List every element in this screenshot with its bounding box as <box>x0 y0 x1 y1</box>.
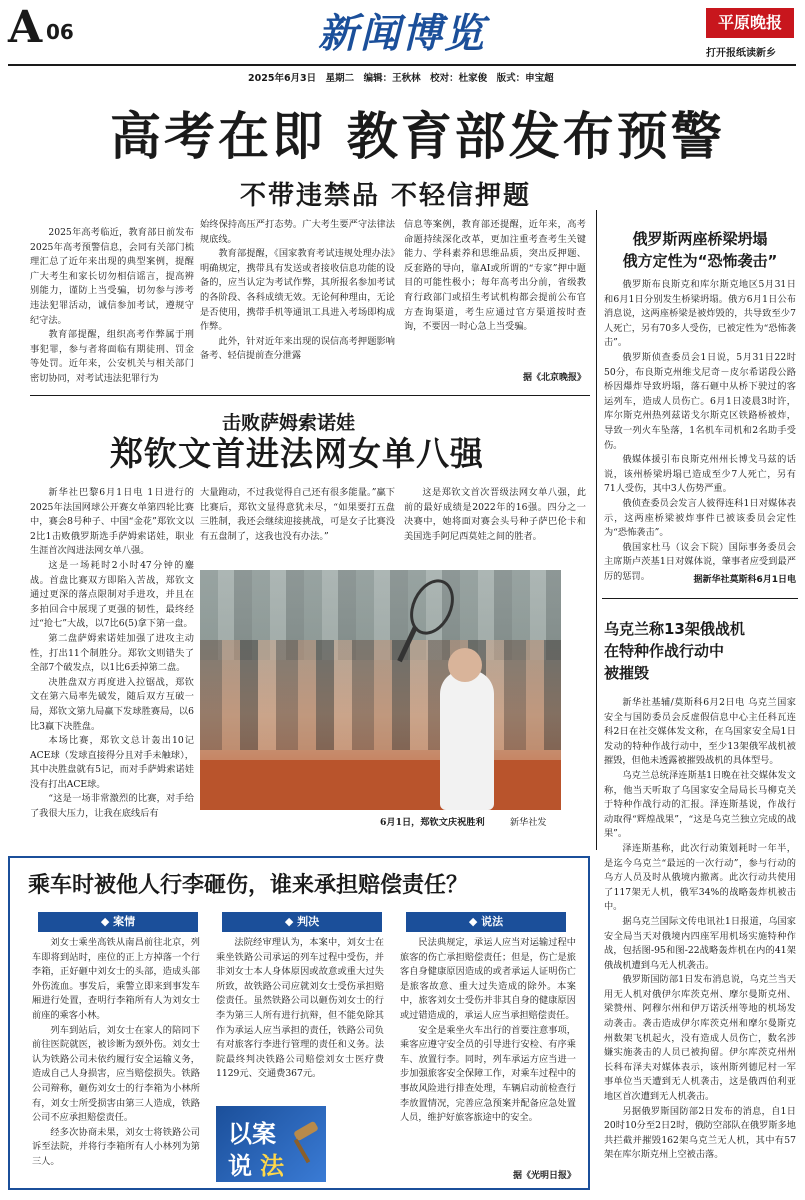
article3-title: 俄罗斯两座桥梁坍塌 俄方定性为“恐怖袭击” <box>622 230 778 270</box>
legal-case-box <box>8 856 590 1190</box>
section-title: 新闻博览 <box>318 11 486 57</box>
header-rule <box>8 64 796 66</box>
tennis-photo <box>200 570 561 810</box>
article3-source: 据新华社莫斯科6月1日电 <box>693 575 796 585</box>
legal-sec1: 刘女士乘坐高铁从南昌前往北京，列车即将到站时，座位的正上方掉落一个行李箱，正好砸中刘女士的头部，造成头部外伤流血。事发后，乘警立即来到事发车厢进行处置，查明行李箱所有人为刘女士前座的乘客小林。 列车到站后，刘女士在家人的陪同下前往医院就医，被诊断为颈外伤。刘女士认为铁路公司未依约履行安全运输义务，造成自己人身损害，应当赔偿损失。铁路公司辩称，砸伤刘女士的行李箱为小林所有，刘女士所受损害由第三人造成，铁路公司不应承担赔偿责任。 经多次协商未果，刘女士将铁路公司诉至法院，并将行李箱所有人小林列为第三人。 <box>32 937 200 1167</box>
article2-col2: 大量跑动，不过我觉得自己还有很多能量。”赢下比赛后，郑钦文显得意犹未尽，“如果要打五盘三胜制，我还会继续迎接挑战，可是女子比赛没有五盘制了，这我也没有办法。” <box>200 487 395 542</box>
case-law-badge: 以案 说 法 <box>216 1106 326 1182</box>
article3-bottom-rule <box>602 598 798 599</box>
article1-title: 高考在即 教育部发布预警 <box>110 108 725 167</box>
dateline: 2025年6月3日 星期二 编辑：王秋林 校对：杜家俊 版式：申宝超 <box>248 73 554 84</box>
article5-source: 据《光明日报》 <box>512 1171 576 1181</box>
article3-body: 俄罗斯布良斯克和库尔斯克地区5月31日和6月1日分别发生桥梁坍塌。俄方6月1日公布消息说，这两座桥梁是被炸毁的，共导致至少7人死亡，另有70多人受伤，已被定性为“恐怖袭击”。 俄罗斯侦查委员会1日说，5月31日22时50分，布良斯克州维戈尼奇－皮尔希诺段公路桥因爆炸导致坍塌，落石砸中从桥下驶过的客运列车，造成人员伤亡。6月1日凌晨3时许，库尔斯克州热列兹诺戈尔斯克区铁路桥被炸，导致一列火车坠落，1名机车司机和2名助手受伤。 俄媒体援引布良斯克州州长博戈马兹的话说，该州桥梁坍塌已造成至少7人死亡，另有71人受伤，其中3人伤势严重。 俄侦查委员会发言人彼得连科1日对媒体表示，这两座桥梁被炸事件已被该委员会定性为“恐怖袭击”。 俄国家杜马（议会下院）国际事务委员会主席斯卢茨基1日对媒体说，肇事者应受到最严厉的惩罚。 <box>604 279 796 582</box>
article1-bottom-rule <box>30 395 590 396</box>
right-column-divider <box>596 210 597 850</box>
masthead-logo: 平原晚报 <box>706 8 794 38</box>
article1-col2: 始终保持高压严打态势。广大考生要严守法律法规底线。 教育部提醒，《国家教育考试违规处理办法》明确规定，携带具有发送或者接收信息功能的设备的，应当认定为考试作弊，其所报名参加考试的各阶段、各科成绩无效。无论何种理由，无论是否使用，携带手机等通讯工具进入考场即构成作弊。 此外，针对近年来出现的误信高考押题影响备考、轻信提前查分泄露 <box>200 219 395 362</box>
article2-col1: 新华社巴黎6月1日电 1日进行的2025年法国网球公开赛女单第四轮比赛中，赛会8号种子、中国“金花”郑钦文以2比1击败俄罗斯选手萨姆索诺娃，职业生涯首次闯进法网女单八强。 这是一场耗时2小时47分钟的鏖战。首盘比赛双方即陷入苦战，郑钦文通过更深的落点限制对手进攻，并且在多拍回合中展现了更强的韧性，最终经过“抢七”大战，以7比6(5)拿下第一盘。 第二盘萨姆索诺娃加强了进攻主动性，打出11个制胜分。郑钦文则错失了全部7个破发点，以1比6丢掉第二盘。 决胜盘双方再度进入拉锯战，郑钦文在第六局率先破发，随后双方互破一局，郑钦文第九局赢下发球胜赛局，以6比3赢下决胜盘。 本场比赛，郑钦文总计轰出10记ACE球（发球直接得分且对手未触球），其中决胜盘就有5记，而对手萨姆索诺娃没有打出ACE球。 “这是一场非常激烈的比赛，对手给了我很大压力，让我在底线后有 <box>30 487 194 820</box>
article1-source: 据《北京晚报》 <box>522 373 586 383</box>
article2-col3: 这是郑钦文首次晋级法网女单八强，此前的最好成绩是2022年的16强。四分之一决赛中，她将面对赛会头号种子萨巴伦卡和美国选手阿尼西莫娃之间的胜者。 <box>404 487 586 542</box>
article4-title: 乌克兰称13架俄战机 在特种作战行动中 被摧毁 <box>604 620 745 682</box>
section-label-case: ◆ 案情 <box>38 912 198 932</box>
legal-sec2: 法院经审理认为，本案中，刘女士在乘坐铁路公司承运的列车过程中受伤，并非刘女士本人身体原因或故意或重大过失所致，故铁路公司应就刘女士受伤承担赔偿责任。虽然铁路公司以砸伤刘女士的行李为第三人所有进行抗辩，但不能免除其作为承运人应当承担的责任，铁路公司负有对旅客行李进行管理的责任和义务。法院最终判决铁路公司赔偿刘女士医疗费1129元、交通费367元。 <box>216 937 384 1080</box>
article4-body: 新华社基辅/莫斯科6月2日电 乌克兰国家安全与国防委员会反虚假信息中心主任科瓦连科2日在社交媒体发文称，在乌国家安全局1日发动的特种作战行动中，至少13架俄军战机被摧毁，但他未透露被摧毁战机的具体型号。 乌克兰总统泽连斯基1日晚在社交媒体发文称，他当天听取了乌国家安全局局长马柳克关于特种作战行动的汇报。泽连斯基说，作战行动取得“辉煌战果”，“这是乌克兰独立完成的战果”。 泽连斯基称，此次行动策划耗时一年半，是迄今乌克兰“最远的一次行动”，参与行动的乌方人员及时从俄境内撤离。此次行动共使用了117架无人机，俄军34%的战略轰炸机被击中。 据乌克兰国际文传电讯社1日报道，乌国家安全局当天对俄境内四座军用机场实施特种作战，包括图-95和图-22战略轰炸机在内的41架俄战机遭到乌无人机袭击。 俄罗斯国防部1日发布消息说，乌克兰当天用无人机对俄伊尔库茨克州、摩尔曼斯克州、梁赞州、阿穆尔州和伊万诺沃州等地的机场发动袭击。袭击造成伊尔库茨克州和摩尔曼斯克州数架飞机起火，没有造成人员伤亡，数名涉嫌实施袭击的人员已被拘留。伊尔库茨克州州长科布泽夫对媒体表示，该州斯列德尼村一军事单位当天遭到无人机袭击，这是俄西伯利亚地区首次遭到无人机袭击。 另据俄罗斯国防部2日发布的消息，自1日20时10分至2日2时，俄防空部队在俄罗斯多地共拦截并摧毁162架乌克兰无人机，其中有57架在库尔斯克州上空被击落。 <box>604 697 796 1161</box>
section-label-explanation: ◆ 说法 <box>406 912 566 932</box>
article1-col1: 2025年高考临近，教育部日前发布2025年高考预警信息，会同有关部门梳理汇总了近年来出现的典型案例，提醒广大考生和家长切勿相信谣言，提高辨别能力，谨防上当受骗，切勿参与涉考违法犯罪活动，诚信参加考试，遵规守纪守法。 教育部提醒，组织高考作弊属于刑事犯罪，参与者将面临有期徒刑、罚金等处罚。近年来，公安机关与相关部门密切协同，对考试违法犯罪行为 <box>30 227 194 384</box>
article2-kicker: 击败萨姆索诺娃 <box>222 412 356 434</box>
legal-sec3: 民法典规定，承运人应当对运输过程中旅客的伤亡承担赔偿责任；但是，伤亡是旅客自身健康原因造成的或者承运人证明伤亡是旅客故意、重大过失造成的除外。本案中，旅客刘女士受伤并非其自身的健康原因或过错造成的，承运人应当承担赔偿责任。 安全是乘坐火车出行的首要注意事项，乘客应遵守安全员的引导进行安检、有序乘车、放置行李。同时，列车承运方应当进一步加强旅客安全保障工作，对乘车过程中的事故风险进行排查处理，车辆启动前检查行李放置情况，完善应急预案并配备应急处置人员，维护好旅客旅途中的安全。 <box>400 937 576 1124</box>
article1-subtitle: 不带违禁品 不轻信押题 <box>240 181 532 211</box>
article2-title: 郑钦文首进法网女单八强 <box>110 434 484 473</box>
photo-caption: 6月1日，郑钦文庆祝胜利 新华社发 <box>380 817 547 828</box>
page-letter: A <box>8 2 43 53</box>
player-figure <box>440 670 494 810</box>
article5-title: 乘车时被他人行李砸伤，谁来承担赔偿责任？ <box>28 873 469 898</box>
section-label-verdict: ◆ 判决 <box>222 912 382 932</box>
page-number: 06 <box>46 20 74 44</box>
masthead-slogan: 打开报纸读新乡 <box>706 48 776 59</box>
article1-col3: 信息等案例，教育部还提醒，近年来，高考命题持续深化改革，更加注重考查考生关键能力、学科素养和思维品质，突出反押题、反套路的导向，靠AI或所谓的“专家”押中题目的可能性极小；每年高考出分前，省级教育行政部门或招生考试机构都会提前公布官方查询渠道，考生应通过官方渠道按时查询，不要因一时心急上当受骗。 <box>404 219 586 333</box>
